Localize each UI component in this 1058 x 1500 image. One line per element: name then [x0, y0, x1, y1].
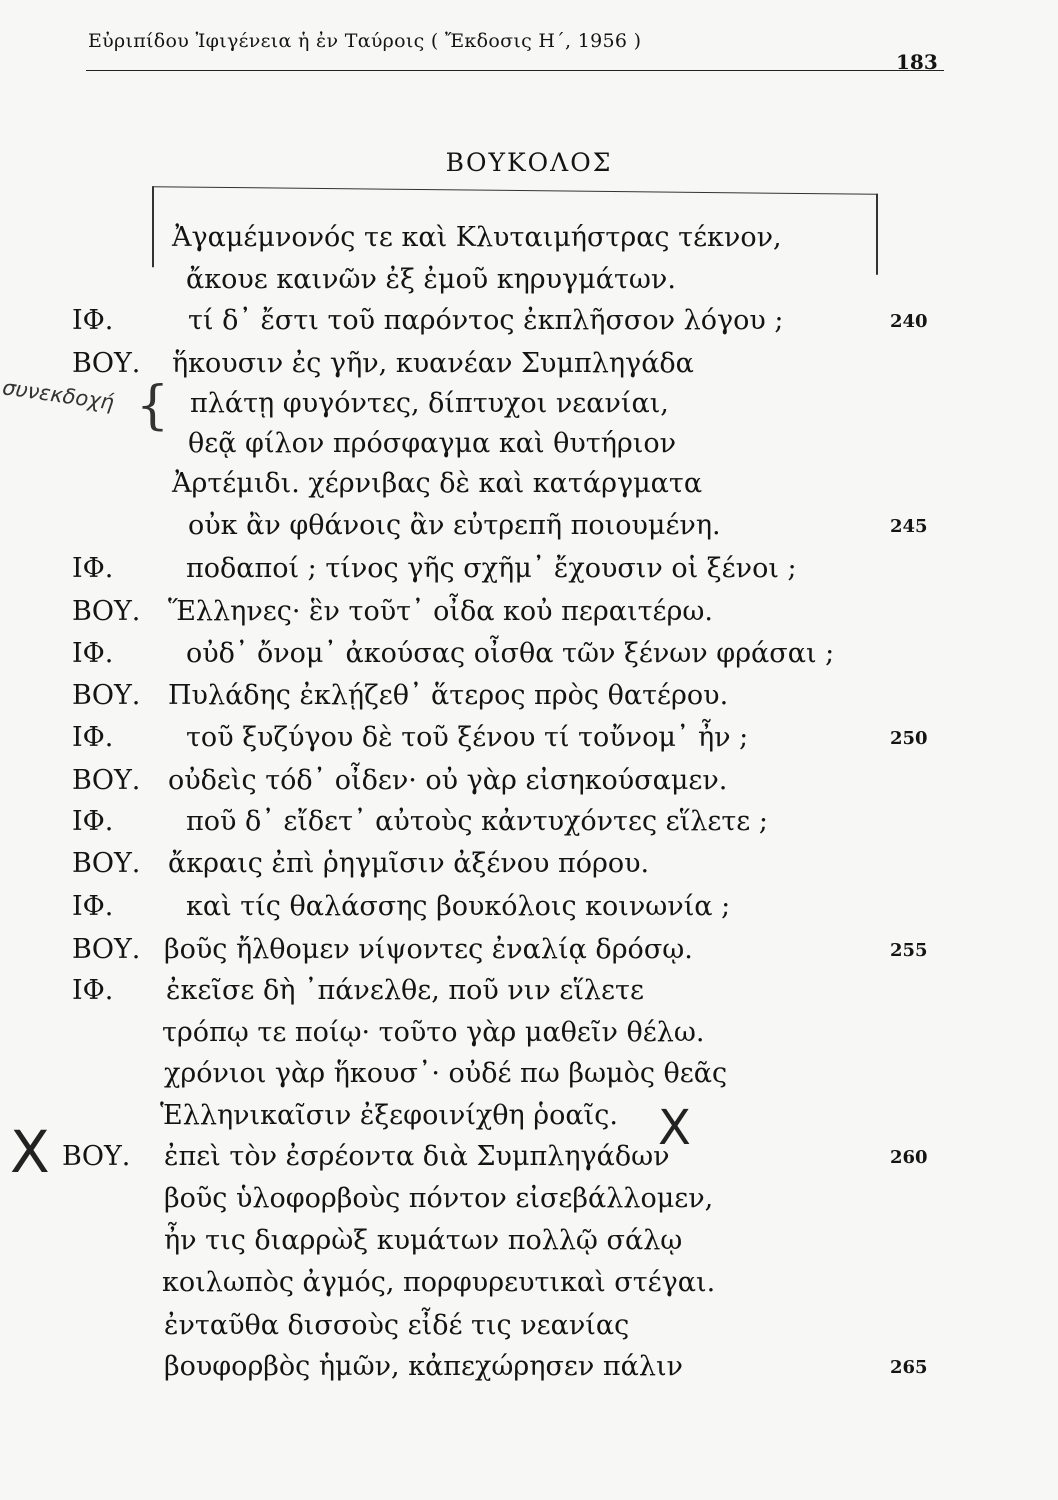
- speaker-label: ΒΟΥ.: [72, 596, 141, 627]
- verse-line: [0, 264, 1058, 304]
- verse-text: Πυλάδης ἐκλῄζεθ᾽ ἅτερος πρὸς θατέρου.: [168, 680, 729, 711]
- verse-line: [0, 765, 1058, 805]
- speaker-label: ΙΦ.: [72, 975, 114, 1006]
- verse-line: [0, 468, 1058, 508]
- line-number: 265: [890, 1357, 928, 1378]
- verse-line: [0, 553, 1058, 593]
- x-mark-right: X: [658, 1100, 691, 1156]
- line-number: 245: [890, 516, 928, 537]
- verse-text: χρόνιοι γὰρ ἥκουσ᾽· οὐδέ πω βωμὸς θεᾶς: [164, 1058, 728, 1089]
- verse-text: οὐδ᾽ ὄνομ᾽ ἀκούσας οἶσθα τῶν ξένων φράσαι ;: [186, 638, 835, 669]
- line-number: 240: [890, 311, 928, 332]
- verse-line: [0, 680, 1058, 720]
- verse-line: [0, 1017, 1058, 1057]
- verse-line: [0, 848, 1058, 888]
- x-mark-left: X: [10, 1118, 50, 1186]
- verse-line: [0, 934, 1058, 974]
- verse-line: [0, 638, 1058, 678]
- speaker-label: ΙΦ.: [72, 722, 114, 753]
- verse-line: [0, 222, 1058, 262]
- verse-line: [0, 596, 1058, 636]
- verse-line: [0, 428, 1058, 468]
- verse-line: [0, 975, 1058, 1015]
- verse-line: [0, 1310, 1058, 1350]
- verse-text: βοῦς ὑλοφορβοὺς πόντον εἰσεβάλλομεν,: [164, 1183, 714, 1214]
- verse-text: ἥκουσιν ἐς γῆν, κυανέαν Συμπληγάδα: [172, 348, 694, 379]
- verse-line: [0, 510, 1058, 550]
- verse-text: ἐκεῖσε δὴ ᾽πάνελθε, ποῦ νιν εἵλετε: [166, 975, 644, 1006]
- margin-note: συνεκδοχή: [0, 375, 116, 415]
- verse-line: [0, 1267, 1058, 1307]
- verse-text: βουφορβὸς ἡμῶν, κἀπεχώρησεν πάλιν: [164, 1351, 683, 1382]
- verse-line: [0, 1225, 1058, 1265]
- speaker-label: ΒΟΥ.: [72, 680, 141, 711]
- line-number: 250: [890, 728, 928, 749]
- verse-text: ποδαποί ; τίνος γῆς σχῆμ᾽ ἔχουσιν οἱ ξένοι ;: [186, 553, 797, 584]
- verse-text: καὶ τίς θαλάσσης βουκόλοις κοινωνία ;: [186, 891, 731, 922]
- verse-line: [0, 891, 1058, 931]
- verse-line: [0, 806, 1058, 846]
- section-title: ΒΟΥΚΟΛΟΣ: [445, 148, 613, 177]
- speaker-label: ΙΦ.: [72, 305, 114, 336]
- verse-text: τρόπῳ τε ποίῳ· τοῦτο γὰρ μαθεῖν θέλω.: [162, 1017, 705, 1048]
- verse-text: ἐπεὶ τὸν ἐσρέοντα διὰ Συμπληγάδων: [164, 1141, 670, 1172]
- verse-text: οὐκ ἂν φθάνοις ἂν εὐτρεπῆ ποιουμένη.: [188, 510, 721, 541]
- running-header: Εὐριπίδου Ἰφιγένεια ἡ ἐν Ταύροις ( Ἔκδοσις Η΄, 1956 ): [88, 30, 642, 52]
- speaker-label: ΙΦ.: [72, 891, 114, 922]
- verse-text: Ἀρτέμιδι. χέρνιβας δὲ καὶ κατάργματα: [172, 468, 703, 499]
- verse-text: τοῦ ξυζύγου δὲ τοῦ ξένου τί τοὔνομ᾽ ἦν ;: [186, 722, 749, 753]
- speaker-label: ΒΟΥ.: [72, 934, 141, 965]
- verse-line: [0, 348, 1058, 388]
- line-number: 255: [890, 940, 928, 961]
- verse-text: ποῦ δ᾽ εἴδετ᾽ αὐτοὺς κἀντυχόντες εἵλετε ;: [186, 806, 768, 837]
- verse-text: πλάτῃ φυγόντες, δίπτυχοι νεανίαι,: [190, 388, 669, 419]
- speaker-label: ΙΦ.: [72, 806, 114, 837]
- verse-line: [0, 1058, 1058, 1098]
- page-number: 183: [896, 50, 938, 74]
- speaker-label: ΒΟΥ.: [72, 348, 141, 379]
- verse-text: Ἀγαμέμνονός τε καὶ Κλυταιμήστρας τέκνον,: [172, 222, 782, 253]
- speaker-label: ΒΟΥ.: [72, 765, 141, 796]
- speaker-label: ΒΟΥ.: [62, 1141, 131, 1172]
- header-rule: [86, 70, 944, 71]
- verse-line: [0, 1100, 1058, 1140]
- verse-text: βοῦς ἤλθομεν νίψοντες ἐναλίᾳ δρόσῳ.: [164, 934, 693, 965]
- verse-text: οὐδεὶς τόδ᾽ οἶδεν· οὐ γὰρ εἰσηκούσαμεν.: [168, 765, 728, 796]
- verse-text: τί δ᾽ ἔστι τοῦ παρόντος ἐκπλῆσσον λόγου ;: [188, 305, 784, 336]
- speaker-label: ΙΦ.: [72, 638, 114, 669]
- verse-line: [0, 388, 1058, 428]
- verse-text: ἦν τις διαρρὼξ κυμάτων πολλῷ σάλῳ: [164, 1225, 683, 1256]
- handwritten-brace: {: [136, 376, 170, 436]
- verse-text: ἄκουε καινῶν ἐξ ἐμοῦ κηρυγμάτων.: [186, 264, 676, 295]
- speaker-label: ΙΦ.: [72, 553, 114, 584]
- verse-text: ἄκραις ἐπὶ ῥηγμῖσιν ἀξένου πόρου.: [168, 848, 650, 879]
- verse-text: θεᾷ φίλον πρόσφαγμα καὶ θυτήριον: [188, 428, 677, 459]
- line-number: 260: [890, 1147, 928, 1168]
- verse-text: κοιλωπὸς ἀγμός, πορφυρευτικαὶ στέγαι.: [162, 1267, 716, 1298]
- verse-text: Ἑλληνικαῖσιν ἐξεφοινίχθη ῥοαῖς.: [160, 1100, 618, 1131]
- verse-line: [0, 1141, 1058, 1181]
- verse-line: [0, 1183, 1058, 1223]
- verse-line: [0, 305, 1058, 345]
- verse-text: ἐνταῦθα δισσοὺς εἶδέ τις νεανίας: [164, 1310, 630, 1341]
- verse-text: Ἕλληνες· ἓν τοῦτ᾽ οἶδα κοὐ περαιτέρω.: [168, 596, 713, 627]
- verse-line: [0, 1351, 1058, 1391]
- speaker-label: ΒΟΥ.: [72, 848, 141, 879]
- verse-line: [0, 722, 1058, 762]
